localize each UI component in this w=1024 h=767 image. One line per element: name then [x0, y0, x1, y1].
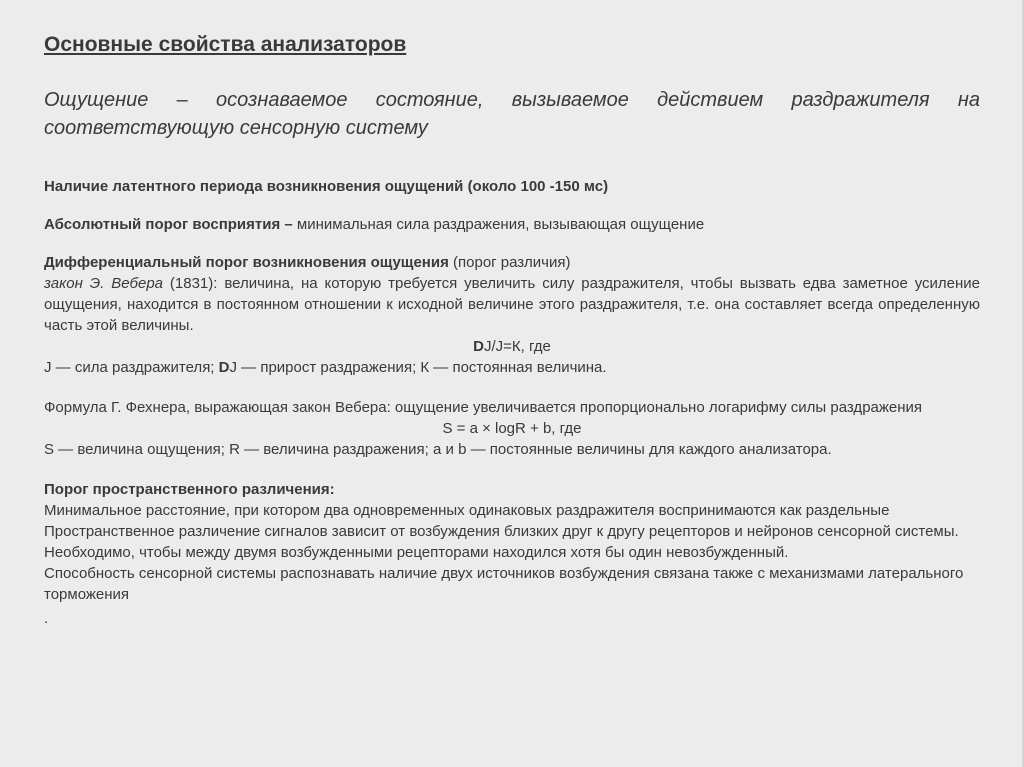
weber-formula-rest: J/J=К, где: [483, 338, 551, 355]
spatial-paragraph-3: Необходимо, чтобы между двумя возбужденными рецепторами находился хотя бы один невозбужденный.: [44, 544, 789, 561]
spatial-paragraph-1: Минимальное расстояние, при котором два одновременных одинаковых раздражителя воспринимаются как раздельные: [44, 502, 890, 519]
weber-legend-b: J — прирост раздражения; К — постоянная величина.: [229, 359, 607, 376]
spatial-threshold-heading: Порог пространственного различения:: [44, 481, 335, 498]
fechner-section: [44, 397, 980, 460]
weber-legend-delta: D: [218, 359, 230, 376]
fechner-legend: S — величина ощущения; R — величина раздражения; a и b — постоянные величины для каждого анализатора.: [44, 441, 832, 458]
slide-title: Основные свойства анализаторов: [44, 33, 407, 56]
weber-law-paragraph: [44, 273, 980, 336]
absolute-threshold-paragraph: [44, 214, 980, 235]
spatial-threshold-section: [44, 479, 980, 630]
sensation-definition: Ощущение – осознаваемое состояние, вызываемое действием раздражителя на соответствующую сенсорную систему: [44, 89, 980, 139]
differential-threshold-heading: [44, 252, 980, 273]
absolute-threshold-term: Абсолютный порог восприятия –: [44, 216, 293, 233]
weber-formula: [44, 336, 980, 357]
differential-threshold-term: Дифференциальный порог возникновения ощущения: [44, 254, 449, 271]
trailing-dot: .: [44, 610, 49, 627]
spatial-paragraph-4: Способность сенсорной системы распознавать наличие двух источников возбуждения связана также с механизмами латерального торможения: [44, 565, 964, 603]
absolute-threshold-text: минимальная сила раздражения, вызывающая ощущение: [292, 216, 705, 233]
weber-law-name: закон Э. Вебера: [44, 275, 164, 292]
slide-content: [44, 30, 980, 645]
weber-formula-delta: D: [473, 338, 484, 355]
spatial-paragraph-2: Пространственное различение сигналов зависит от возбуждения близких друг к другу рецепторов и нейронов сенсорной системы.: [44, 523, 959, 540]
fechner-formula: S = a × logR + b, где: [442, 420, 582, 437]
latent-period-text: Наличие латентного периода возникновения ощущений (около 100 -150 мс): [44, 178, 609, 195]
weber-legend: [44, 357, 980, 378]
weber-law-text: (1831): величина, на которую требуется увеличить силу раздражителя, чтобы вызвать едва заметное усиление ощущения, находится в постоянном отношении к исходной величине этого раздражителя, т.е. она составляет всегда определенную часть этой величины.: [44, 275, 980, 334]
differential-threshold-note: (порог различия): [448, 254, 571, 271]
weber-legend-a: J — сила раздражителя;: [44, 359, 219, 376]
differential-threshold-section: [44, 252, 980, 378]
fechner-text: Формула Г. Фехнера, выражающая закон Вебера: ощущение увеличивается пропорционально логарифму силы раздражения: [44, 399, 923, 416]
